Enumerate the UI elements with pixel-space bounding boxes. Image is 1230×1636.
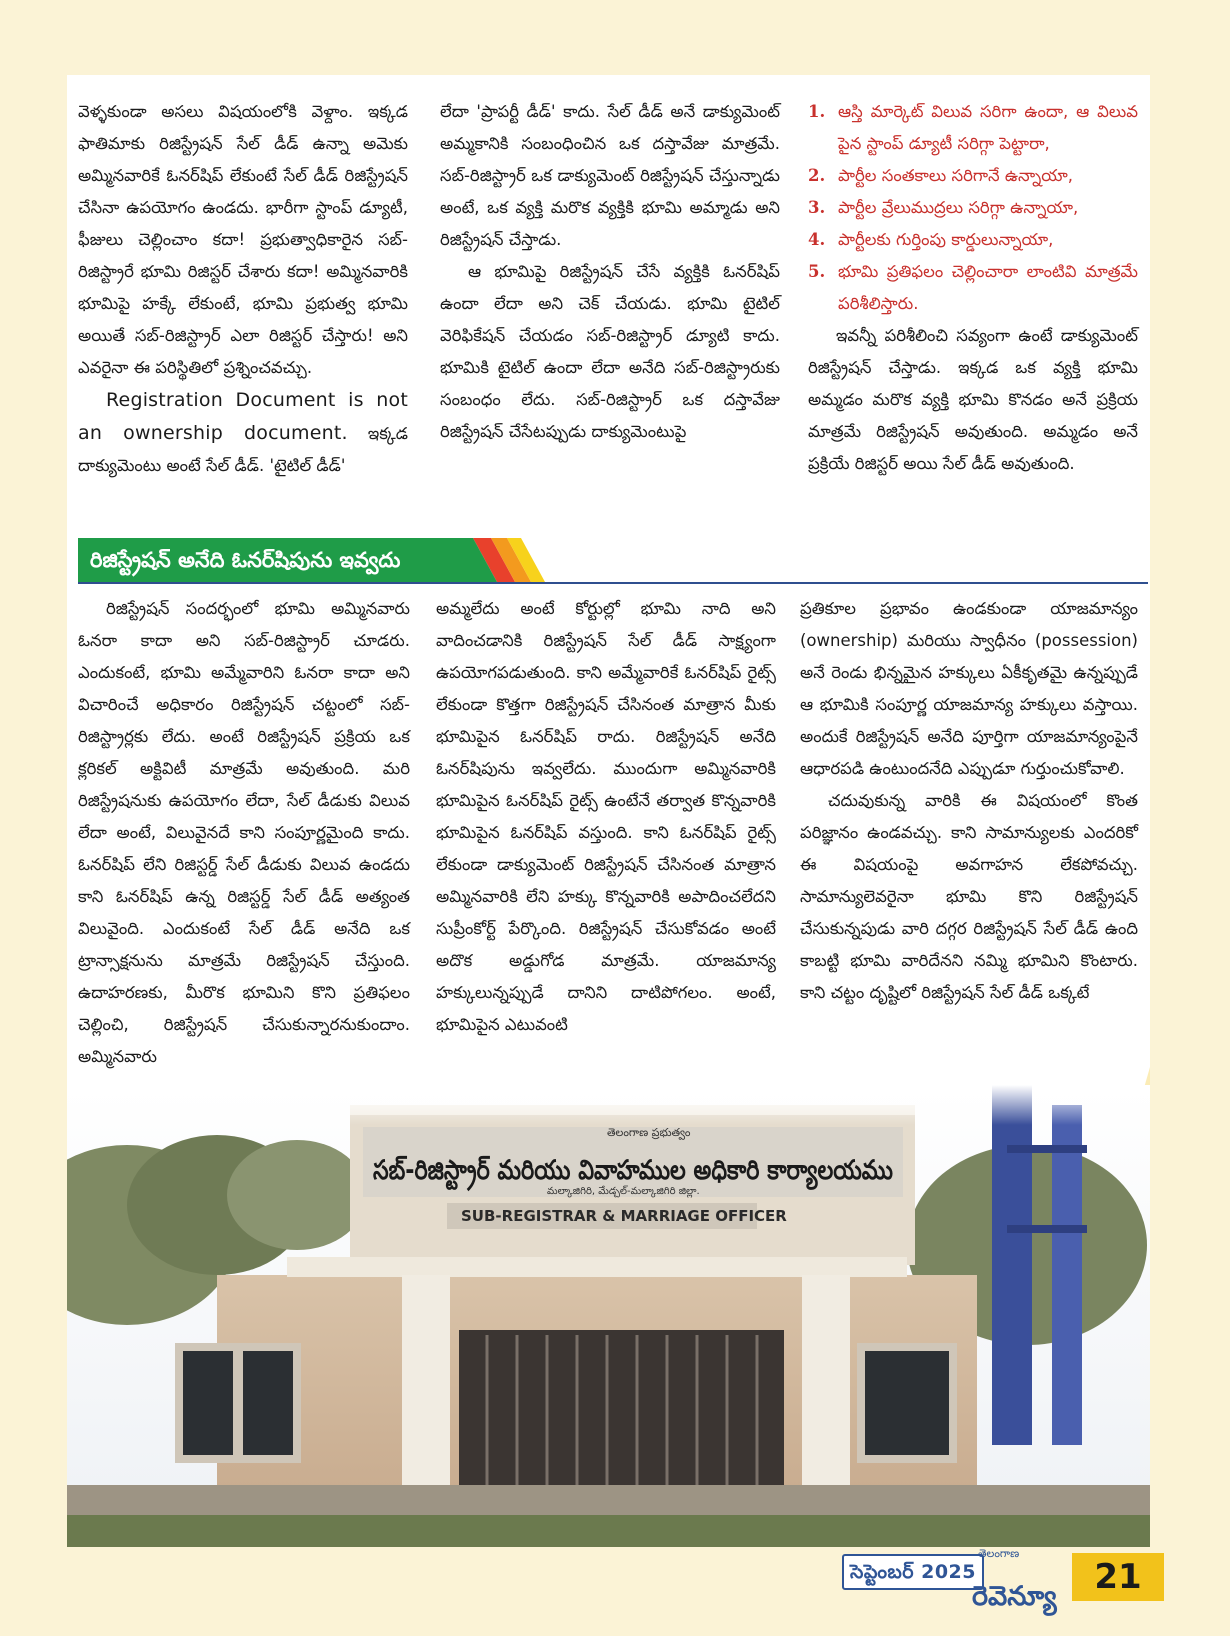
list-number: 2. xyxy=(808,166,826,185)
list-item xyxy=(808,96,1138,160)
headline-stripes-icon xyxy=(473,538,553,582)
section-headline: రిజిస్ట్రేషన్ అనేది ఓనర్‌షిపును ఇవ్వదు xyxy=(78,538,473,582)
list-number: 4. xyxy=(808,230,826,249)
paragraph-english xyxy=(78,384,408,482)
list-number: 3. xyxy=(808,198,826,217)
section-headline-bar xyxy=(78,538,1148,584)
paragraph: రిజిస్ట్రేషన్ సందర్భంలో భూమి అమ్మినవారు ఓనరా కాదా అని సబ్-రిజిస్ట్రార్ చూడరు. ఎందుకంటే, భూమి అమ్మేవారిని ఓనరా కాదా అని విచారించే అధికారం రిజిస్ట్రేషన్ చట్టంలో సబ్-రిజిస్ట్రార్లకు లేదు. అంటే రిజిస్ట్రేషన్ ప్రక్రియ ఒక క్లరికల్ అక్టివిటీ మాత్రమే అవుతుంది. మరి రిజిస్ట్రేషనుకు ఉపయోగం లేదా, సేల్ డీడుకు విలువ లేదా అంటే, విలువైనదే కాని సంపూర్ణమైంది కాదు. ఓనర్‌షిప్ లేని రిజిస్టర్డ్ సేల్ డీడుకు విలువ ఉండదు కాని ఓనర్‌షిప్ ఉన్న రిజిస్టర్డ్ సేల్ డీడ్ అత్యంత విలువైంది. ఎందుకంటే సేల్ డీడ్ అనేది ఒక ట్రాన్సాక్షనును మాత్రమే రిజిస్ట్రేషన్ చేస్తుంది. ఉదాహరణకు, మీరొక భూమిని కొని ప్రతిఫలం చెల్లించి, రిజిస్ట్రేషన్ చేసుకున్నారనుకుందాం. అమ్మినవారు xyxy=(78,599,410,1066)
paragraph: ఇవన్నీ పరిశీలించి సవ్యంగా ఉంటే డాక్యుమెంట్ రిజిస్ట్రేషన్ చేస్తాడు. ఇక్కడ ఒక వ్యక్తి భూమి అమ్మడం మరొక వ్యక్తి భూమి కొనడం అనే ప్రక్రియ మాత్రమే రిజిస్ట్రేషన్ అవుతుంది. అమ్మడం అనే ప్రక్రియే రిజిస్టర్ అయి సేల్ డీడ్ అవుతుంది. xyxy=(808,326,1138,473)
paragraph: ప్రతికూల ప్రభావం ఉండకుండా యాజమాన్యం (ownership) మరియు స్వాధీనం (possession) అనే రెండు భిన్నమైన హక్కులు ఏకీకృతమై ఉన్నప్పుడే ఆ భూమికి సంపూర్ణ యాజమాన్య హక్కులు వస్తాయి. అందుకే రిజిస్ట్రేషన్ అనేది పూర్తిగా యాజమాన్యంపైనే ఆధారపడి ఉంటుందనేది ఎప్పుడూ గుర్తుంచుకోవాలి. xyxy=(800,599,1138,778)
page-number: 21 xyxy=(1072,1553,1164,1601)
top-margin-band xyxy=(0,0,1230,75)
english-sentence: Registration Document is not an ownership document. xyxy=(78,389,408,444)
list-item xyxy=(808,256,1138,320)
bottom-column-1 xyxy=(78,593,410,1073)
office-building-image xyxy=(67,1085,1150,1547)
sign-english-text: SUB-REGISTRAR & MARRIAGE OFFICER xyxy=(461,1207,787,1225)
telugu-continuation: ఇక్కడ దాక్యుమెంటు అంటే సేల్ డీడ్. 'టైటిల్ డీడ్' xyxy=(78,424,408,475)
bottom-column-2 xyxy=(436,593,776,1041)
page-footer xyxy=(0,1547,1230,1636)
list-item xyxy=(808,160,1138,192)
top-column-3 xyxy=(808,96,1138,480)
list-item xyxy=(808,224,1138,256)
paragraph: లేదా 'ప్రాపర్టీ డీడ్' కాదు. సేల్ డీడ్ అనే డాక్యుమెంట్ అమ్మకానికి సంబంధించిన ఒక దస్తావేజు మాత్రమే. సబ్-రిజిస్ట్రార్ ఒక డాక్యుమెంట్ రిజిస్ట్రేషన్ చేస్తున్నాడు అంటే, ఒక వ్యక్తి మరొక వ్యక్తికి భూమి అమ్మాడు అని రిజిస్ట్రేషన్ చేస్తాడు. xyxy=(440,102,780,249)
sign-top-text: తెలంగాణ ప్రభుత్వం xyxy=(607,1126,691,1139)
paragraph: వెళ్ళకుండా అసలు విషయంలోకి వెళ్దాం. ఇక్కడ ఫాతిమాకు రిజిస్ట్రేషన్ సేల్ డీడ్ ఉన్నా అమెకు అమ్మినవారికే ఓనర్‌షిప్ లేకుంటే సేల్ డీడ్ రిజిస్ట్రేషన్ చేసినా ఉపయోగం ఉండదు. భారీగా స్టాంప్ డ్యూటీ, ఫీజులు చెల్లించాం కదా! ప్రభుత్వాధికారైన సబ్-రిజిస్ట్రారే భూమి రిజిస్టర్ చేశారు కదా! అమ్మినవారికి భూమిపై హక్కే లేకుంటే, భూమి ప్రభుత్వ భూమి అయితే సబ్-రిజిస్ట్రార్ ఎలా రిజిస్టర్ చేస్తారు! అని ఎవరైనా ఈ పరిస్థితిలో ప్రశ్నించవచ్చు. xyxy=(78,102,408,377)
list-text: ఆస్తి మార్కెట్ విలువ సరిగా ఉందా, ఆ విలువ పైన స్టాంప్ డ్యూటీ సరిగ్గా పెట్టారా, xyxy=(838,102,1138,153)
magazine-title: రెవెన్యూ xyxy=(972,1581,1057,1612)
list-item xyxy=(808,192,1138,224)
headline-underline xyxy=(78,582,1148,584)
paragraph: అమ్మలేదు అంటే కోర్టుల్లో భూమి నాది అని వాదించడానికి రిజిస్ట్రేషన్ సేల్ డీడ్ సాక్ష్యంగా ఉపయోగపడుతుంది. కాని అమ్మేవారికే ఓనర్‌షిప్ రైట్స్ లేకుండా కొత్తగా రిజిస్ట్రేషన్ చేసినంత మాత్రాన మీకు భూమిపైన ఓనర్‌షిప్ రాదు. రిజిస్ట్రేషన్ అనేది ఓనర్‌షిపును ఇవ్వలేదు. ముందుగా అమ్మినవారికి భూమిపైన ఓనర్‌షిప్ రైట్స్ ఉంటేనే తర్వాత కొన్నవారికి భూమిపైన ఓనర్‌షిప్ వస్తుంది. కాని ఓనర్‌షిప్ రైట్స్ లేకుండా డాక్యుమెంట్ రిజిస్ట్రేషన్ చేసినంత మాత్రాన అమ్మినవారికి లేని హక్కు కొన్నవారికి అపాదించలేదని సుప్రీంకోర్ట్ పేర్కొంది. రిజిస్ట్రేషన్ చేసుకోవడం అంటే అదొక అడ్డుగోడ మాత్రమే. యాజమాన్య హక్కులున్నప్పుడే దానిని దాటిపోగలం. అంటే, భూమిపైన ఎటువంటి xyxy=(436,599,776,1034)
issue-date: సెప్టెంబర్ 2025 xyxy=(842,1554,984,1590)
list-text: పార్టీల వ్రేలుముద్రలు సరిగ్గా ఉన్నాయా, xyxy=(838,198,1079,217)
list-text: భూమి ప్రతిఫలం చెల్లించారా లాంటివి మాత్రమే పరిశీలిస్తారు. xyxy=(838,262,1138,313)
bottom-column-3 xyxy=(800,593,1138,1009)
top-column-1 xyxy=(78,96,408,482)
top-column-2 xyxy=(440,96,780,448)
magazine-state-label: తెలంగాణ xyxy=(978,1547,1020,1560)
paragraph: ఆ భూమిపై రిజిస్ట్రేషన్ చేసే వ్యక్తికి ఓనర్‌షిప్ ఉందా లేదా అని చెక్ చేయడు. భూమి టైటిల్ వెరిఫికేషన్ చేయడం సబ్-రిజిస్ట్రార్ డ్యూటి కాదు. భూమికి టైటిల్ ఉందా లేదా అనేది సబ్-రిజిస్ట్రారుకు సంబంధం లేదు. సబ్-రిజిస్ట్రార్ ఒక దస్తావేజు రిజిస్ట్రేషన్ చేసేటప్పుడు దాక్యుమెంటుపై xyxy=(440,262,780,441)
list-text: పార్టీలకు గుర్తింపు కార్డులున్నాయా, xyxy=(838,230,1054,249)
sign-sub-text: మల్కాజిగిరి, మేడ్చల్-మల్కాజిగిరి జిల్లా. xyxy=(547,1186,700,1197)
list-number: 5. xyxy=(808,262,826,281)
list-text: పార్టీల సంతకాలు సరిగానే ఉన్నాయా, xyxy=(838,166,1073,185)
verification-checklist xyxy=(808,96,1138,320)
office-photo xyxy=(67,1085,1150,1547)
sign-main-text: సబ్-రిజిస్ట్రార్ మరియు వివాహముల అధికారి కార్యాలయము xyxy=(373,1155,1005,1186)
list-number: 1. xyxy=(808,102,826,121)
paragraph: చదువుకున్న వారికి ఈ విషయంలో కొంత పరిజ్ఞానం ఉండవచ్చు. కాని సామాన్యులకు ఎందరికో ఈ విషయంపై అవగాహన లేకపోవచ్చు. సామాన్యులెవరైనా భూమి కొని రిజిస్ట్రేషన్ చేసుకున్నపుడు వారి దగ్గర రిజిస్ట్రేషన్ సేల్ డీడ్ ఉంది కాబట్టి భూమి వారిదేనని నమ్మి భూమిని కొంటారు. కాని చట్టం దృష్టిలో రిజిస్ట్రేషన్ సేల్ డీడ్ ఒక్కటే xyxy=(800,791,1138,1002)
